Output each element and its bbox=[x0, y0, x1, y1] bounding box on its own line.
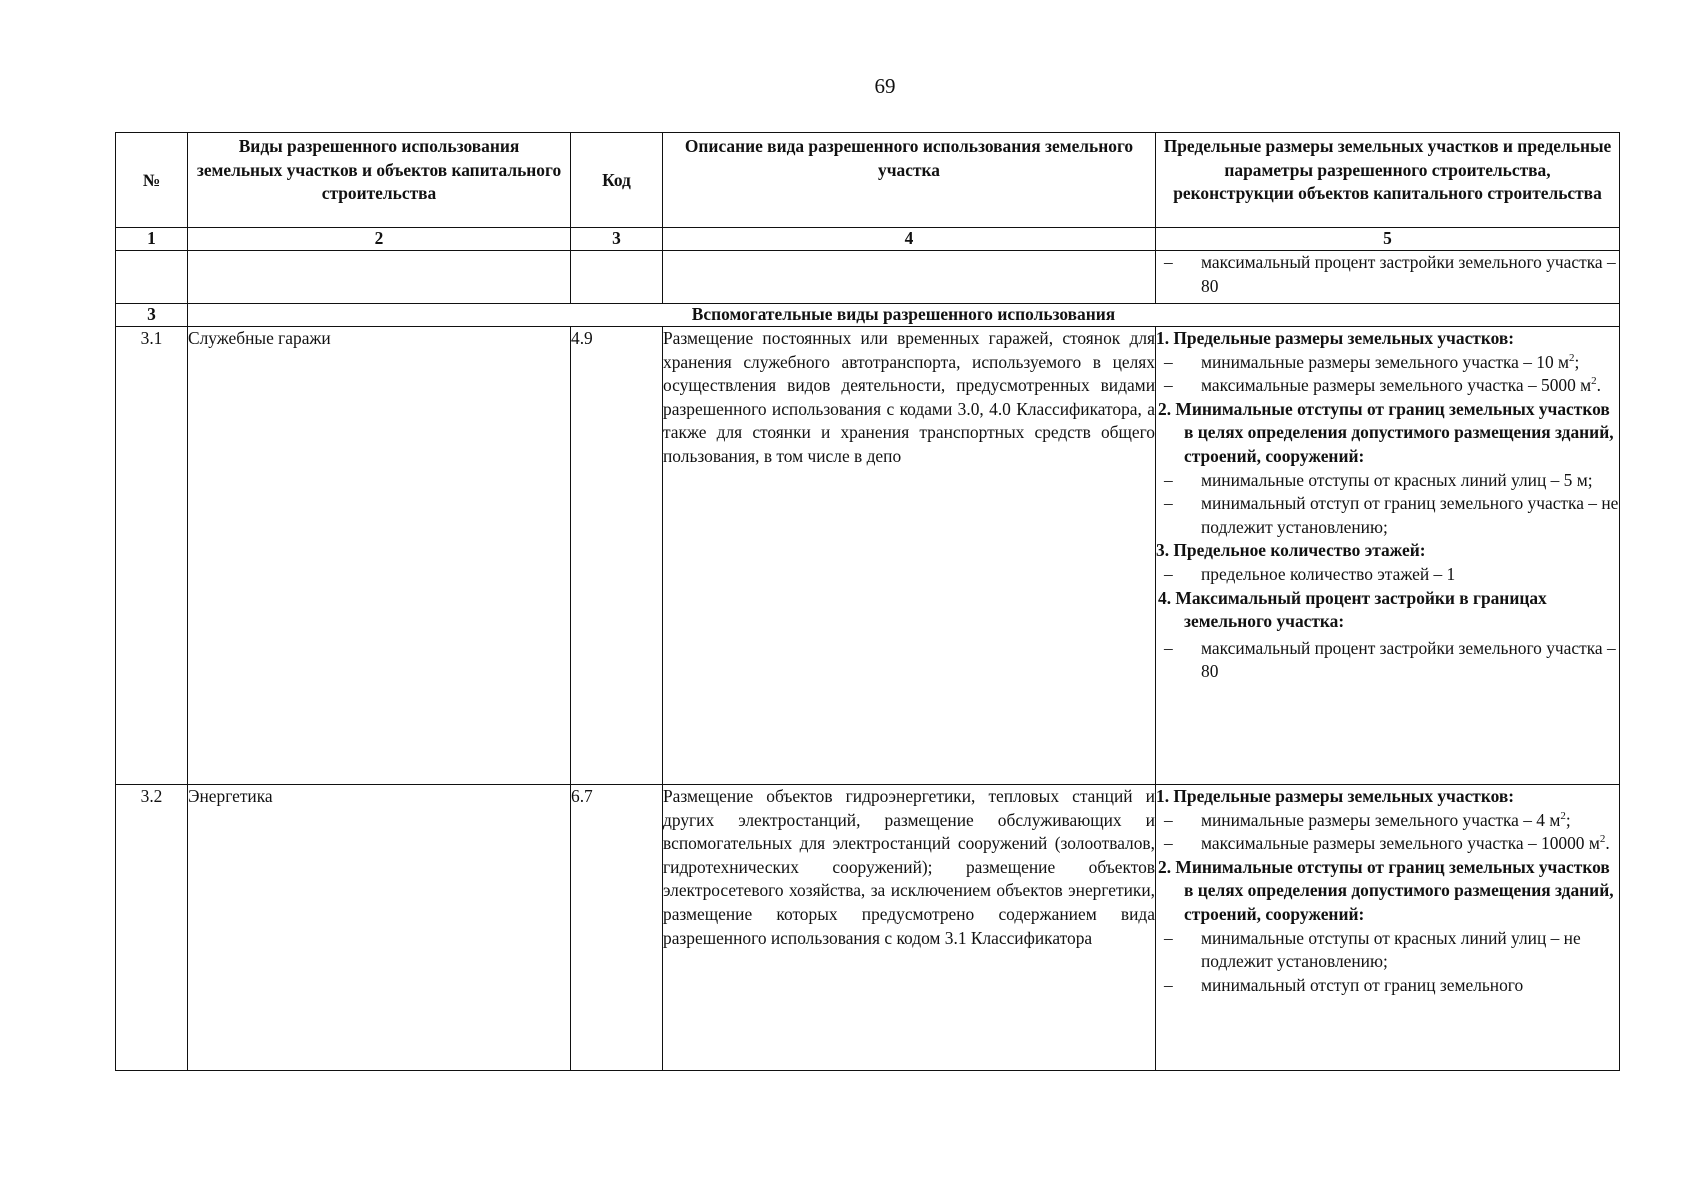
list-item: – максимальный процент застройки земельного участка – 80 bbox=[1164, 252, 1616, 296]
row-code: 6.7 bbox=[571, 785, 663, 1071]
dash-bullet: – bbox=[1164, 351, 1173, 372]
dash-bullet: – bbox=[1164, 252, 1173, 272]
list-item: – максимальные размеры земельного участка – 10000 $м^2$. bbox=[1156, 832, 1619, 856]
row-name: Служебные гаражи bbox=[188, 327, 571, 785]
dash-bullet: – bbox=[1164, 563, 1173, 584]
column-number: 4 bbox=[663, 228, 1156, 251]
row-parameters bbox=[1156, 785, 1620, 1071]
header-description: Описание вида разрешенного использования земельного участка bbox=[663, 133, 1156, 228]
column-numbers-row bbox=[116, 228, 1620, 251]
param-heading: 4. Максимальный процент застройки в границах земельного участка: bbox=[1158, 587, 1547, 632]
row-parameters bbox=[1156, 327, 1620, 785]
list-item: – минимальные отступы от красных линий улиц – не подлежит установлению; bbox=[1164, 927, 1581, 972]
header-limits: Предельные размеры земельных участков и предельные параметры разрешенного строительства, реконструкции объектов капитального строительства bbox=[1156, 133, 1620, 228]
list-item: – минимальный отступ от границ земельного участка – не подлежит установлению; bbox=[1164, 493, 1619, 537]
dash-bullet: – bbox=[1164, 493, 1173, 514]
row-num: 3.2 bbox=[116, 785, 188, 1071]
param-heading: 2. Минимальные отступы от границ земельных участков в целях определения допустимого размещения зданий, строений, сооружений: bbox=[1158, 856, 1614, 924]
table-row bbox=[116, 785, 1620, 1071]
continuation-params bbox=[1156, 251, 1620, 304]
section-title: Вспомогательные виды разрешенного использования bbox=[188, 304, 1620, 327]
column-number: 5 bbox=[1156, 228, 1620, 251]
page-number: 69 bbox=[874, 74, 896, 98]
list-item: – минимальные размеры земельного участка – 10 $м^2$; bbox=[1156, 351, 1619, 375]
land-use-table bbox=[115, 132, 1620, 1071]
dash-bullet: – bbox=[1164, 469, 1173, 490]
list-item: – минимальные отступы от красных линий улиц – 5 м; bbox=[1156, 469, 1619, 493]
list-item: – максимальный процент застройки земельного участка – 80 bbox=[1164, 637, 1616, 682]
table-header-row bbox=[116, 133, 1620, 228]
param-heading: 2. Минимальные отступы от границ земельных участков в целях определения допустимого размещения зданий, строений, сооружений: bbox=[1158, 398, 1614, 466]
header-num: № bbox=[116, 133, 188, 228]
param-heading: 3. Предельное количество этажей: bbox=[1156, 540, 1426, 561]
row-description: Размещение объектов гидроэнергетики, тепловых станций и других электростанций, размещение обслуживающих и вспомогательных для электростанций сооружений (золоотвалов, гидротехнических сооружений); размещение объектов электросетевого хозяйства, за исключением объектов энергетики, размещение которых предусмотрено содержанием вида разрешенного использования с кодом 3.1 Классификатора bbox=[663, 786, 1155, 948]
row-num: 3.1 bbox=[116, 327, 188, 785]
param-heading: 1. Предельные размеры земельных участков: bbox=[1156, 786, 1515, 806]
table-row bbox=[116, 327, 1620, 785]
list-item: – минимальный отступ от границ земельного bbox=[1156, 974, 1619, 998]
column-number: 2 bbox=[188, 228, 571, 251]
header-types: Виды разрешенного использования земельных участков и объектов капитального строительства bbox=[188, 133, 571, 228]
column-number: 3 bbox=[571, 228, 663, 251]
param-heading: 1. Предельные размеры земельных участков: bbox=[1156, 328, 1515, 348]
dash-bullet: – bbox=[1164, 833, 1173, 854]
row-name: Энергетика bbox=[188, 785, 571, 1071]
row-code: 4.9 bbox=[571, 327, 663, 785]
list-item: – минимальные размеры земельного участка – 4 $м^2$; bbox=[1156, 809, 1619, 833]
dash-bullet: – bbox=[1164, 375, 1173, 396]
dash-bullet: – bbox=[1164, 809, 1173, 830]
list-item: – максимальные размеры земельного участка – 5000 $м^2$. bbox=[1156, 374, 1619, 398]
section-num: 3 bbox=[116, 304, 188, 327]
section-row bbox=[116, 304, 1620, 327]
row-description-cell bbox=[663, 327, 1156, 785]
column-number: 1 bbox=[116, 228, 188, 251]
row-description-cell bbox=[663, 785, 1156, 1071]
list-item: – предельное количество этажей – 1 bbox=[1156, 563, 1619, 587]
dash-bullet: – bbox=[1164, 927, 1173, 948]
continuation-row bbox=[116, 251, 1620, 304]
row-description: Размещение постоянных или временных гаражей, стоянок для хранения служебного автотранспорта, используемого в целях осуществления видов деятельности, предусмотренных видами разрешенного использования с кодами 3.0, 4.0 Классификатора, а также для стоянки и хранения транспортных средств общего пользования, в том числе в депо bbox=[663, 328, 1155, 466]
header-code: Код bbox=[571, 133, 663, 228]
dash-bullet: – bbox=[1164, 637, 1173, 658]
dash-bullet: – bbox=[1164, 974, 1173, 995]
